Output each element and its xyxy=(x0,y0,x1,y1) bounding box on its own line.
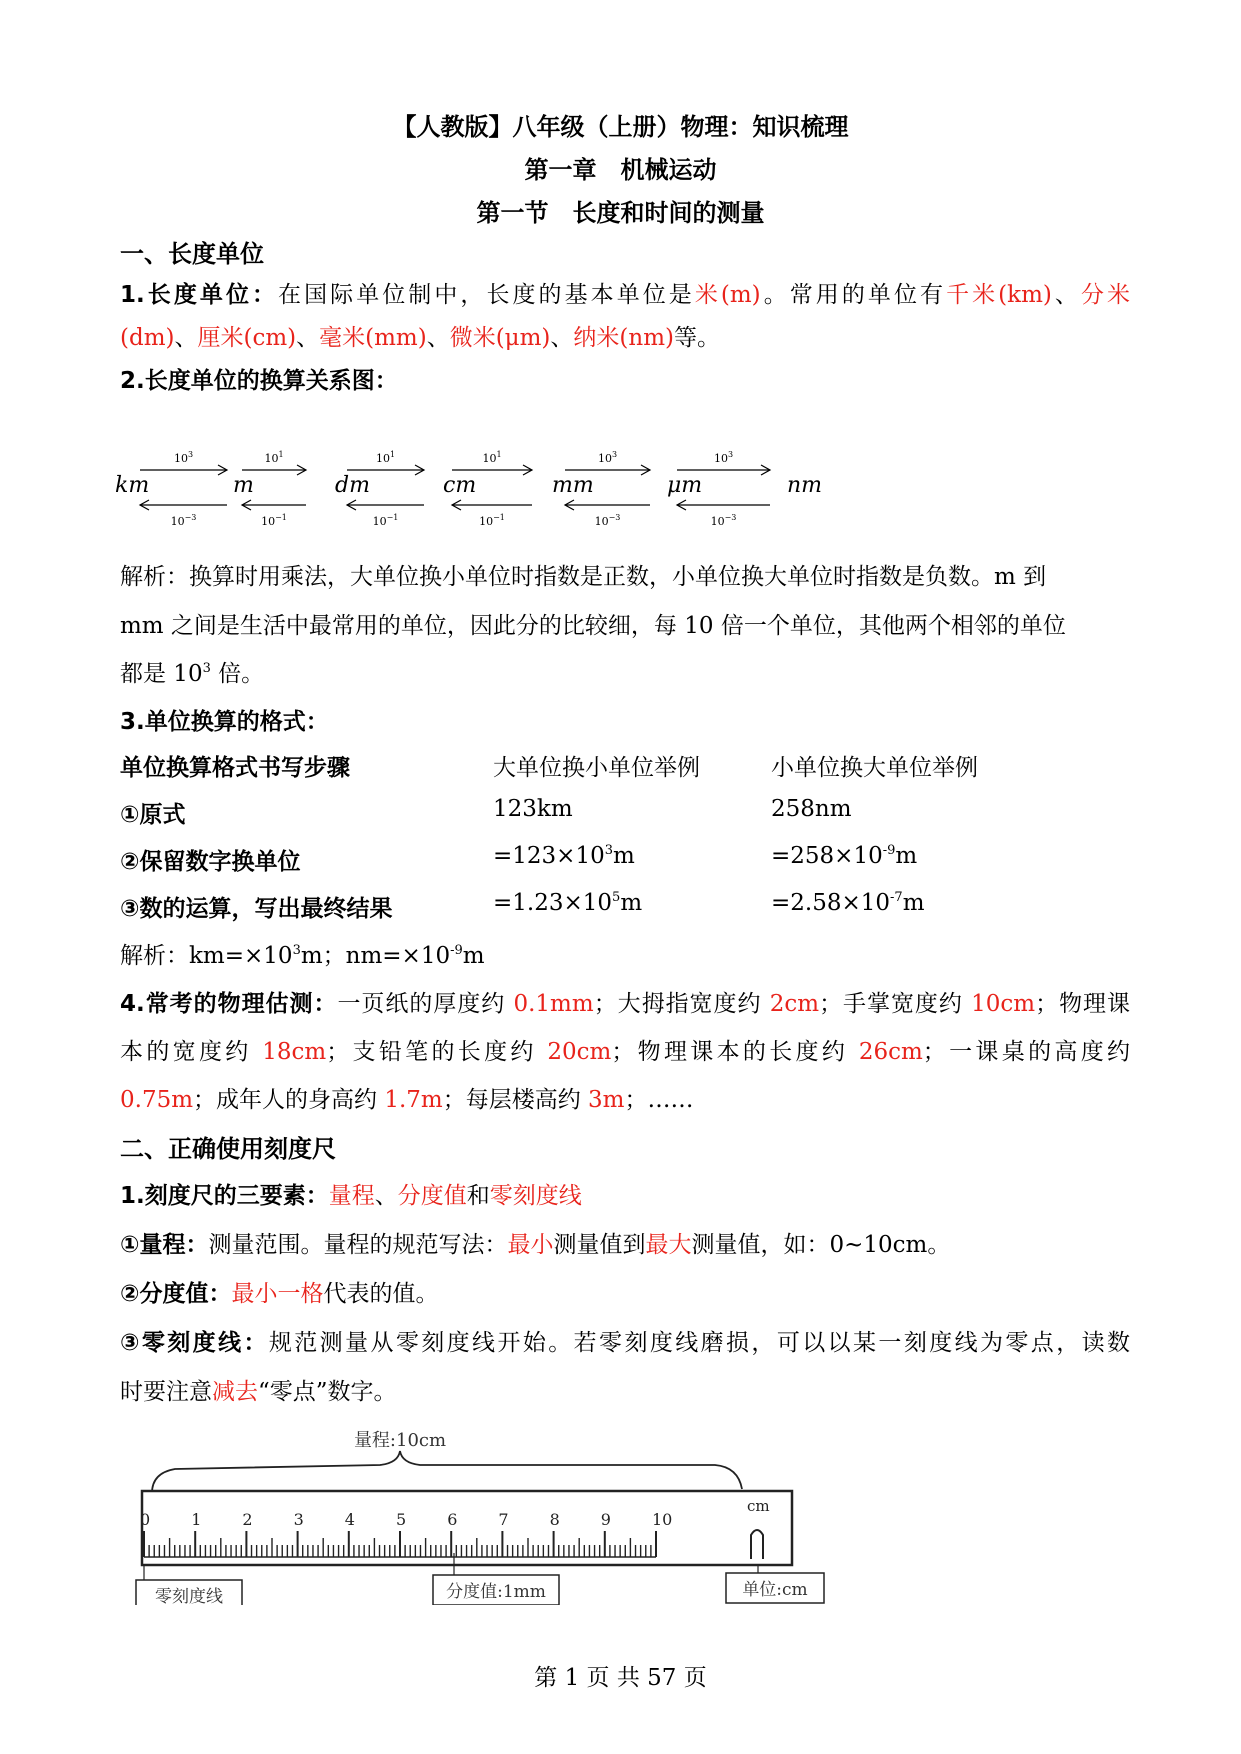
text: 都是 10 xyxy=(120,661,203,687)
text: 本的宽度约 xyxy=(120,1039,263,1065)
text: ；成年人的身高约 xyxy=(193,1087,385,1113)
forward-factor: $10^3$ xyxy=(597,450,618,465)
table-row-step: ③数的运算，写出最终结果 xyxy=(120,896,393,922)
text: m xyxy=(902,890,925,916)
table-header-steps: 单位换算格式书写步骤 xyxy=(120,755,350,781)
text: 解析：km=×10 xyxy=(120,943,293,969)
unit-label: m xyxy=(233,473,254,498)
text: 258nm xyxy=(771,796,852,822)
text: 、 xyxy=(550,325,574,351)
text: 、 xyxy=(296,325,320,351)
text: ；一课桌的高度约 xyxy=(922,1039,1131,1065)
text: 规范测量从零刻度线开始。若零刻度线磨损，可以以某一刻度线为零点，读数 xyxy=(268,1330,1131,1356)
ruler-number: 0 xyxy=(140,1510,151,1529)
text: 代表的值。 xyxy=(323,1281,439,1307)
division-label: 分度值:1mm xyxy=(446,1582,546,1602)
ruler-number: 7 xyxy=(498,1510,509,1529)
para-ruler-elements xyxy=(120,1177,1130,1210)
highlight: 厘米(cm) xyxy=(197,325,297,351)
unit-label: mm xyxy=(552,473,594,498)
section-title: 第一节 长度和时间的测量 xyxy=(476,199,765,227)
text: m xyxy=(620,890,643,916)
exponent: 5 xyxy=(612,890,621,905)
ruler-number: 5 xyxy=(396,1510,407,1529)
text: =2.58×10 xyxy=(771,890,891,916)
page-footer: 第 1 页 共 57 页 xyxy=(534,1665,707,1691)
para-label: 1.长度单位： xyxy=(120,282,279,308)
unit-label: μm xyxy=(667,473,703,498)
backward-factor: $10^{-1}$ xyxy=(261,513,287,528)
exponent: 3 xyxy=(604,843,613,858)
highlight: 量程 xyxy=(328,1183,375,1209)
text: 、 xyxy=(426,325,450,351)
para-label: 4.常考的物理估测： xyxy=(120,991,338,1017)
analysis1-line3 xyxy=(120,655,1130,688)
highlight: 最大 xyxy=(645,1232,692,1258)
text: 、 xyxy=(1051,282,1081,308)
highlight: 分米 xyxy=(1080,282,1131,308)
highlight: 18cm xyxy=(262,1039,327,1065)
highlight: 米(m) xyxy=(694,282,761,308)
exponent: 3 xyxy=(292,943,301,958)
exponent: -7 xyxy=(890,890,903,905)
exponent: -9 xyxy=(450,943,463,958)
unit-label: km xyxy=(115,473,150,498)
analysis1-line2: mm 之间是生活中最常用的单位，因此分的比较细，每 10 倍一个单位，其他两个相邻的单位 xyxy=(120,613,1066,639)
text: ；支铅笔的长度约 xyxy=(326,1039,548,1065)
backward-factor: $10^{-3}$ xyxy=(710,513,737,528)
doc-title: 【人教版】八年级（上册）物理：知识梳理 xyxy=(392,113,849,141)
ruler-number: 9 xyxy=(600,1510,611,1529)
range-brace xyxy=(152,1451,742,1493)
forward-factor: $10^1$ xyxy=(375,450,396,465)
text: 123km xyxy=(493,796,573,822)
text: 时要注意 xyxy=(120,1379,212,1405)
highlight: 零刻度线 xyxy=(489,1183,582,1209)
highlight: 26cm xyxy=(858,1039,923,1065)
highlight: (dm) xyxy=(120,325,175,351)
highlight: 3m xyxy=(588,1087,625,1113)
text: 等。 xyxy=(674,325,720,351)
para-label: ①量程： xyxy=(120,1232,209,1258)
text: =123×10 xyxy=(493,843,605,869)
ruler-number: 3 xyxy=(293,1510,304,1529)
table-row-small xyxy=(771,796,852,822)
heading-length-units: 一、长度单位 xyxy=(120,240,264,268)
table-row-big xyxy=(493,890,642,916)
highlight: 千米(km) xyxy=(946,282,1052,308)
text: ；手掌宽度约 xyxy=(819,991,972,1017)
highlight: 10cm xyxy=(971,991,1036,1017)
table-row-step: ②保留数字换单位 xyxy=(120,849,301,875)
chapter-title: 第一章 机械运动 xyxy=(524,156,717,184)
para-estimation-line2 xyxy=(120,1033,1130,1066)
analysis1-line1: 解析：换算时用乘法，大单位换小单位时指数是正数，小单位换大单位时指数是负数。m 到 xyxy=(120,564,1047,590)
para-estimation-line3 xyxy=(120,1081,1130,1114)
text: m xyxy=(462,943,485,969)
para-estimation-line1 xyxy=(120,985,1130,1018)
para-conversion-label: 2.长度单位的换算关系图： xyxy=(120,368,398,394)
table-row-small xyxy=(771,890,925,916)
text: m xyxy=(895,843,918,869)
highlight: 1.7m xyxy=(384,1087,443,1113)
text: 和 xyxy=(466,1183,490,1209)
para-label: 1.刻度尺的三要素： xyxy=(120,1183,329,1209)
zero-label: 零刻度线 xyxy=(155,1587,223,1605)
exponent: 3 xyxy=(202,661,211,676)
highlight: 纳米(nm) xyxy=(573,325,674,351)
text: ；…… xyxy=(624,1087,694,1113)
para-zero-line1 xyxy=(120,1324,1130,1357)
forward-factor: $10^1$ xyxy=(264,450,284,465)
table-row-big xyxy=(493,796,573,822)
highlight: 0.75m xyxy=(120,1087,194,1113)
table-row-big xyxy=(493,843,635,869)
text: 测量值到 xyxy=(553,1232,646,1258)
para-zero-line2 xyxy=(120,1373,1130,1406)
heading-ruler: 二、正确使用刻度尺 xyxy=(120,1135,336,1163)
ruler-number: 2 xyxy=(242,1510,253,1529)
forward-factor: $10^1$ xyxy=(482,450,502,465)
para-format-label: 3.单位换算的格式： xyxy=(120,709,329,735)
para-length-units-line2 xyxy=(120,319,1130,352)
backward-factor: $10^{-3}$ xyxy=(594,513,621,528)
forward-factor: $10^3$ xyxy=(713,450,734,465)
ruler-number: 8 xyxy=(549,1510,560,1529)
backward-factor: $10^{-3}$ xyxy=(170,513,197,528)
text: ；大拇指宽度约 xyxy=(593,991,770,1017)
highlight: 0.1mm xyxy=(513,991,594,1017)
ruler-number: 10 xyxy=(652,1510,673,1529)
ruler-number: 4 xyxy=(344,1510,355,1529)
highlight: 最小一格 xyxy=(231,1281,324,1307)
text: 一页纸的厚度约 xyxy=(337,991,514,1017)
para-range xyxy=(120,1226,1130,1259)
text: 、 xyxy=(174,325,198,351)
ruler-number: 1 xyxy=(191,1510,202,1529)
text: ；物理课 xyxy=(1035,991,1131,1017)
backward-factor: $10^{-1}$ xyxy=(372,513,399,528)
exponent: -9 xyxy=(882,843,896,858)
highlight: 20cm xyxy=(547,1039,612,1065)
unit-label: nm xyxy=(787,473,823,498)
ruler-number: 6 xyxy=(447,1510,458,1529)
ruler-range-label: 量程:10cm xyxy=(353,1430,447,1451)
forward-factor: $10^3$ xyxy=(173,450,194,465)
para-label: ②分度值： xyxy=(120,1281,232,1307)
text: ；每层楼高约 xyxy=(442,1087,589,1113)
text: 、 xyxy=(374,1183,398,1209)
text: 倍。 xyxy=(210,661,265,687)
table-row-step: ①原式 xyxy=(120,802,186,828)
para-length-units-line1 xyxy=(120,276,1130,309)
highlight: 毫米(mm) xyxy=(319,325,427,351)
ruler-unit: cm xyxy=(747,1497,770,1515)
highlight: 微米(μm) xyxy=(449,325,551,351)
text: =1.23×10 xyxy=(493,890,613,916)
table-row-small xyxy=(771,843,917,869)
unit-label: dm xyxy=(335,473,370,498)
para-division xyxy=(120,1275,1130,1308)
unit-label: 单位:cm xyxy=(742,1580,808,1600)
text: 测量范围。量程的规范写法： xyxy=(208,1232,508,1258)
highlight: 减去 xyxy=(212,1379,258,1405)
ruler-diagram xyxy=(130,1425,830,1605)
table-header-small: 小单位换大单位举例 xyxy=(771,755,978,781)
text: 测量值，如：0~10cm。 xyxy=(691,1232,951,1258)
text: m xyxy=(613,843,635,869)
highlight: 分度值 xyxy=(397,1183,467,1209)
highlight: 2cm xyxy=(769,991,820,1017)
highlight: 最小 xyxy=(507,1232,554,1258)
analysis2 xyxy=(120,937,1130,970)
table-header-big: 大单位换小单位举例 xyxy=(493,755,700,781)
para-label: ③零刻度线： xyxy=(120,1330,269,1356)
text: 。常用的单位有 xyxy=(760,282,947,308)
unit-label: cm xyxy=(443,473,477,498)
text: ；物理课本的长度约 xyxy=(611,1039,859,1065)
text: =258×10 xyxy=(771,843,883,869)
text: m；nm=×10 xyxy=(300,943,451,969)
text: 在国际单位制中，长度的基本单位是 xyxy=(278,282,695,308)
backward-factor: $10^{-1}$ xyxy=(479,513,505,528)
text: “零点”数字。 xyxy=(258,1379,397,1405)
conversion-diagram xyxy=(115,445,835,530)
